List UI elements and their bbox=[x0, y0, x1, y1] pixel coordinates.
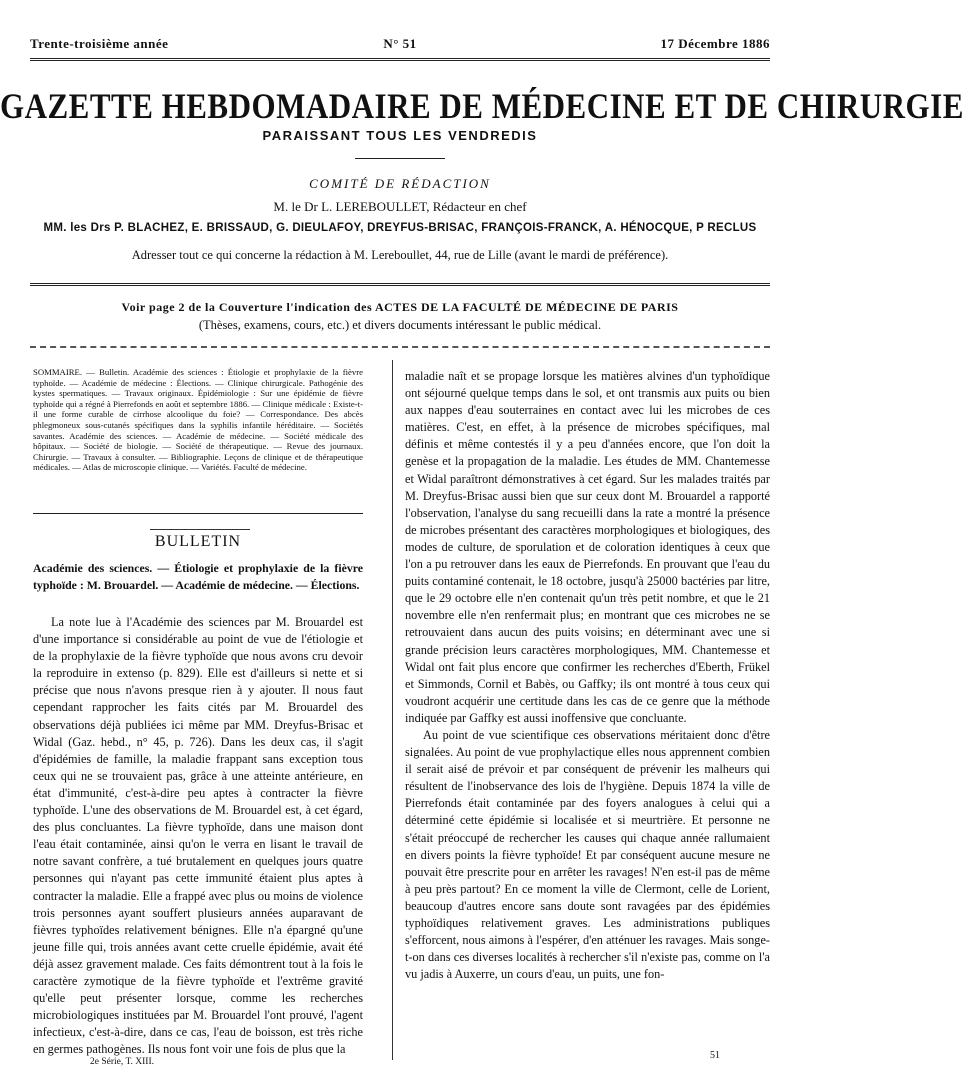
notice-rule-top bbox=[30, 283, 770, 286]
paragraph: La note lue à l'Académie des sciences par M. Brouardel est d'une importance si considérable au point de vue de l'étiologie et de la prophylaxie de la fièvre typhoïde que nous avons cru devoir la reproduire in extenso (p. 829). Elle est d'ailleurs si nette et si précise que nous n'avons presque rien à y ajouter. Il nous faut cependant rapprocher les faits cités par M. Brouardel des observations déjà publiées ici même par MM. Dreyfus-Brisac et Widal (Gaz. hebd., n° 45, p. 726). Dans les deux cas, il s'agit d'épidémies de famille, la maladie frappant sans exception tous ceux qui ne se trouvaient pas, grâce à une atteinte antérieure, en état d'immunité, c'est-à-dire peu aptes à contracter la fièvre typhoïde. L'une des observations de M. Brouardel est, à cet égard, des plus concluantes. La fièvre typhoïde, dans une maison dont l'eau était contaminée, ainsi qu'on le verra en lisant le travail de notre savant confrère, a tué brutalement en quelques jours quatre personnes qui n'ayant pas cette immunité étaient plus aptes à contracter la maladie. Elle a frappé avec plus ou moins de violence trois personnes ayant souffert plusieurs années auparavant de fièvres typhoïdes relativement bénignes. Elle n'a épargné qu'une jeune fille qui, trois années avant cette cruelle épidémie, avait été déjà assez gravement malade. Ces faits démontrent tout à la fois le caractère zymotique de la fièvre typhoïde et l'extrême gravité qu'elle peut présenter lorsque, comme les recherches microbiologiques instituées par M. Brouardel l'ont prouvé, l'agent infectieux, c'est-à-dire, dans ce cas, l'eau de boisson, est très riche en germes pathogènes. Ils nous font voir une fois de plus que la bbox=[33, 615, 363, 1057]
page-number: 51 bbox=[710, 1050, 720, 1061]
notice-rule-bottom bbox=[30, 346, 770, 348]
issue-number: N° 51 bbox=[383, 36, 417, 51]
left-column bbox=[33, 614, 363, 1058]
section-subheading: Académie des sciences. — Étiologie et prophylaxie de la fièvre typhoïde : M. Brouardel. — Académie de médecine. — Élections. bbox=[33, 561, 363, 592]
notice-line-1: Voir page 2 de la Couverture l'indication des ACTES DE LA FACULTÉ DE MÉDECINE DE PARIS bbox=[121, 300, 679, 314]
paragraph: maladie naît et se propage lorsque les matières alvines d'un typhoïdique ont séjourné quelque temps dans le sol, et ont transmis aux puits ou bien aux nappes d'eau souterraines en contact avec lui les microbes de ces matières. C'est, en effet, à la présence de microbes spécifiques, mal définis et même contestés il y a peu d'années encore, que l'on doit la genèse et la propagation de la maladie. Les études de MM. Chantemesse et Widal paraîtront démonstratives à cet égard. Sur les malades traités par M. Dreyfus-Brisac aussi bien que sur ceux dont M. Brouardel a rapporté l'observation, l'analyse du sang recueilli dans la rate a montré la présence de microbes présentant des caractères morphologiques et biologiques, des modes de culture, de sporulation et de coloration identiques à ceux que l'on a pu retrouver dans les eaux de Pierrefonds. En prouvant que l'eau du puits contaminé contenait, le 18 octobre, jusqu'à 25000 bactéries par litre, que le 29 octobre elle n'en contenait qu'un très petit nombre, et que le 21 novembre elle n'en renfermait plus; en montrant que ces microbes ne se retrouvaient dans aucun des puits voisins; en déterminant avec une si grande précision leurs caractères morphologiques, MM. Chantemesse et Widal ont fait plus encore que confirmer les recherches d'Eberth, Frükel et Simmonds, Cornil et Babès, ou Gaffky; ils ont montré à tous ceux qui voudront acquérir une certitude dans les cas de ce genre que la méthode indiquée par Gaffky est aussi inoffensive que concluante. bbox=[405, 369, 770, 725]
issue-date: 17 Décembre 1886 bbox=[660, 36, 770, 51]
page-title: GAZETTE HEBDOMADAIRE DE MÉDECINE ET DE CHIRURGIE bbox=[0, 86, 964, 127]
section-heading: BULLETIN bbox=[154, 533, 242, 550]
bulletin-rule bbox=[150, 529, 250, 530]
committee-heading: COMITÉ DE RÉDACTION bbox=[309, 176, 491, 191]
committee-members: MM. les Drs P. BLACHEZ, E. BRISSAUD, G. DIEULAFOY, DREYFUS-BRISAC, FRANÇOIS-FRANCK, A. HÉNOCQUE, P RECLUS bbox=[43, 222, 757, 234]
editor-line: M. le Dr L. LEREBOULLET, Rédacteur en chef bbox=[273, 199, 527, 214]
series-footer: 2e Série, T. XIII. bbox=[90, 1057, 155, 1067]
masthead-subtitle: PARAISSANT TOUS LES VENDREDIS bbox=[262, 128, 538, 143]
table-of-contents: SOMMAIRE. — Bulletin. Académie des sciences : Étiologie et prophylaxie de la fièvre typhoïde. — Académie de médecine : Élections. — Clinique chirurgicale. Pathogénie des kystes spermatiques. — Travaux originaux. Épidémiologie : Sur une épidémie de fièvre typhoïde qui a régné à Pierrefonds en août et septembre 1886. — Clinique médicale : Existe-t-il une forme curable de cirrhose alcoolique du foie? — Correspondance. Des abcès phlegmoneux sous-cutanés spécifiques dans la syphilis infantile héréditaire. — Sociétés savantes. Académie des sciences. — Académie de médecine. — Société médicale des hôpitaux. — Société de biologie. — Société de thérapeutique. — Revue des journaux. Chirurgie. — Travaux à consulter. — Bibliographie. Leçons de clinique et de thérapeutique médicales. — Atlas de microscopie clinique. — Variétés. Faculté de médecine. bbox=[33, 367, 363, 473]
column-divider bbox=[392, 360, 393, 1060]
address-line: Adresser tout ce qui concerne la rédaction à M. Lereboullet, 44, rue de Lille (avant le mardi de préférence). bbox=[131, 248, 669, 262]
sommaire-rule bbox=[33, 513, 363, 514]
header-rule bbox=[30, 58, 770, 61]
year-label: Trente-troisième année bbox=[30, 36, 169, 51]
paragraph: Au point de vue scientifique ces observations méritaient donc d'être signalées. Au point de vue prophylactique elles nous apprennent combien il serait aisé de prévoir et par conséquent de prévenir les malheurs qui résultent de l'inobservance des lois de l'hygiène. Depuis 1874 la ville de Pierrefonds était contaminée par des foyers analogues à celui qui a déterminé cette épidémie si localisée et si meurtrière. Et personne ne s'était préoccupé de rechercher les causes qui chaque année rallumaient en divers points la fièvre typhoïde! Et par conséquent aucune mesure ne pouvait être prescrite pour en arrêter les ravages! N'en est-il pas de même à peu près partout? En ce moment la ville de Clermont, celle de Lorient, beaucoup d'autres encore sans doute sont ravagées par des épidémies typhoïdiques relativement graves. Les administrations publiques s'efforcent, nous aimons à l'espérer, d'en atténuer les ravages. Mais songe-t-on dans ces diverses localités à rechercher s'il n'existe pas, comme on l'a vu jadis à Auxerre, un cours d'eau, un puits, une fon- bbox=[405, 727, 770, 982]
right-column bbox=[405, 368, 770, 983]
title-divider bbox=[355, 158, 445, 159]
notice-line-2: (Thèses, examens, cours, etc.) et divers documents intéressant le public médical. bbox=[198, 318, 602, 332]
